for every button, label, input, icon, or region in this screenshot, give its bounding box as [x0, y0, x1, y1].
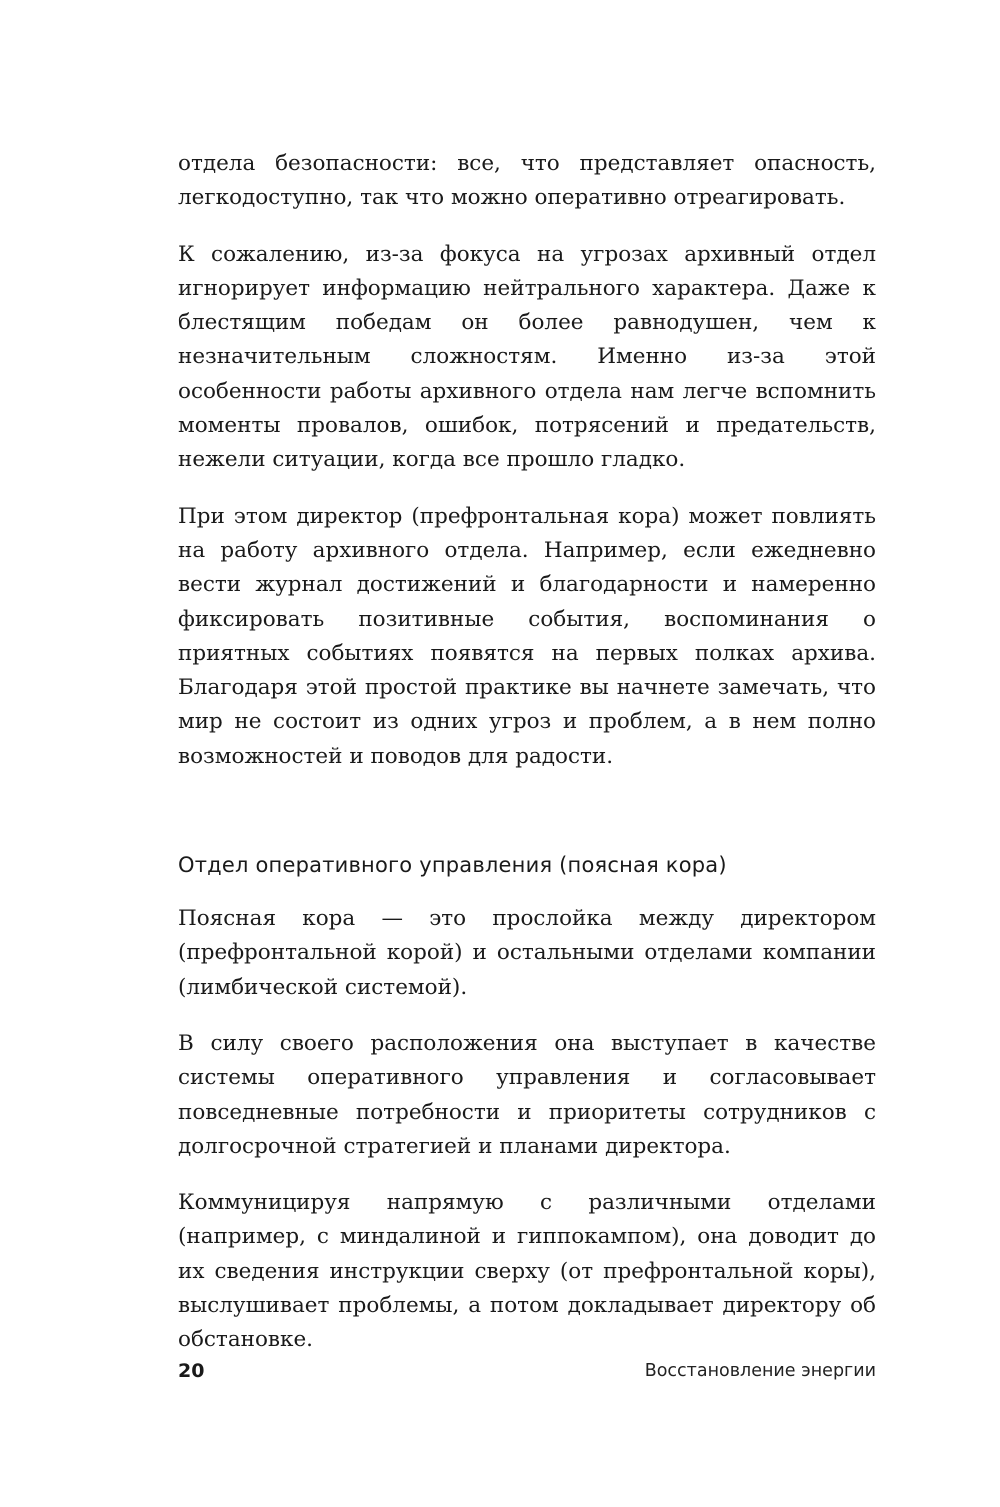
paragraph: При этом директор (префронтальная кора) может повлиять на работу архивного отдела. Например, если ежедневно вести журнал достижений и благодарности и намеренно фиксировать позитивные события, воспоминания о приятных событиях появятся на первых полках архива. Благодаря этой простой практике вы начнете замечать, что мир не состоит из одних угроз и проблем, а в нем полно возможностей и поводов для радости. — [178, 503, 876, 769]
paragraph: отдела безопасности: все, что представляет опасность, легкодоступно, так что можно оперативно отреагировать. — [178, 151, 876, 211]
section-heading: Отдел оперативного управления (поясная кора) — [178, 853, 727, 878]
page-number: 20 — [178, 1360, 205, 1382]
paragraph: К сожалению, из-за фокуса на угрозах архивный отдел игнорирует информацию нейтрального характера. Даже к блестящим победам он более равнодушен, чем к незначительным сложностям. Именно из-за этой особенности работы архивного отдела нам легче вспомнить моменты провалов, ошибок, потрясений и предательств, нежели ситуации, когда все прошло гладко. — [178, 241, 876, 473]
paragraph: В силу своего расположения она выступает в качестве системы оперативного управления и согласовывает повседневные потребности и приоритеты сотрудников с долгосрочной стратегией и планами директора. — [178, 1030, 876, 1159]
paragraph: Коммуницируя напрямую с различными отделами (например, с миндалиной и гиппокампом), она доводит до их сведения инструкции сверху (от префронтальной коры), выслушивает проблемы, а потом докладывает директору об обстановке. — [178, 1190, 876, 1353]
page-footer — [178, 1356, 876, 1386]
running-title: Восстановление энергии — [644, 1361, 876, 1381]
page-body — [178, 147, 876, 1380]
paragraph: Поясная кора — это прослойка между директором (префронтальной корой) и остальными отделами компании (лимбической системой). — [178, 906, 876, 1000]
